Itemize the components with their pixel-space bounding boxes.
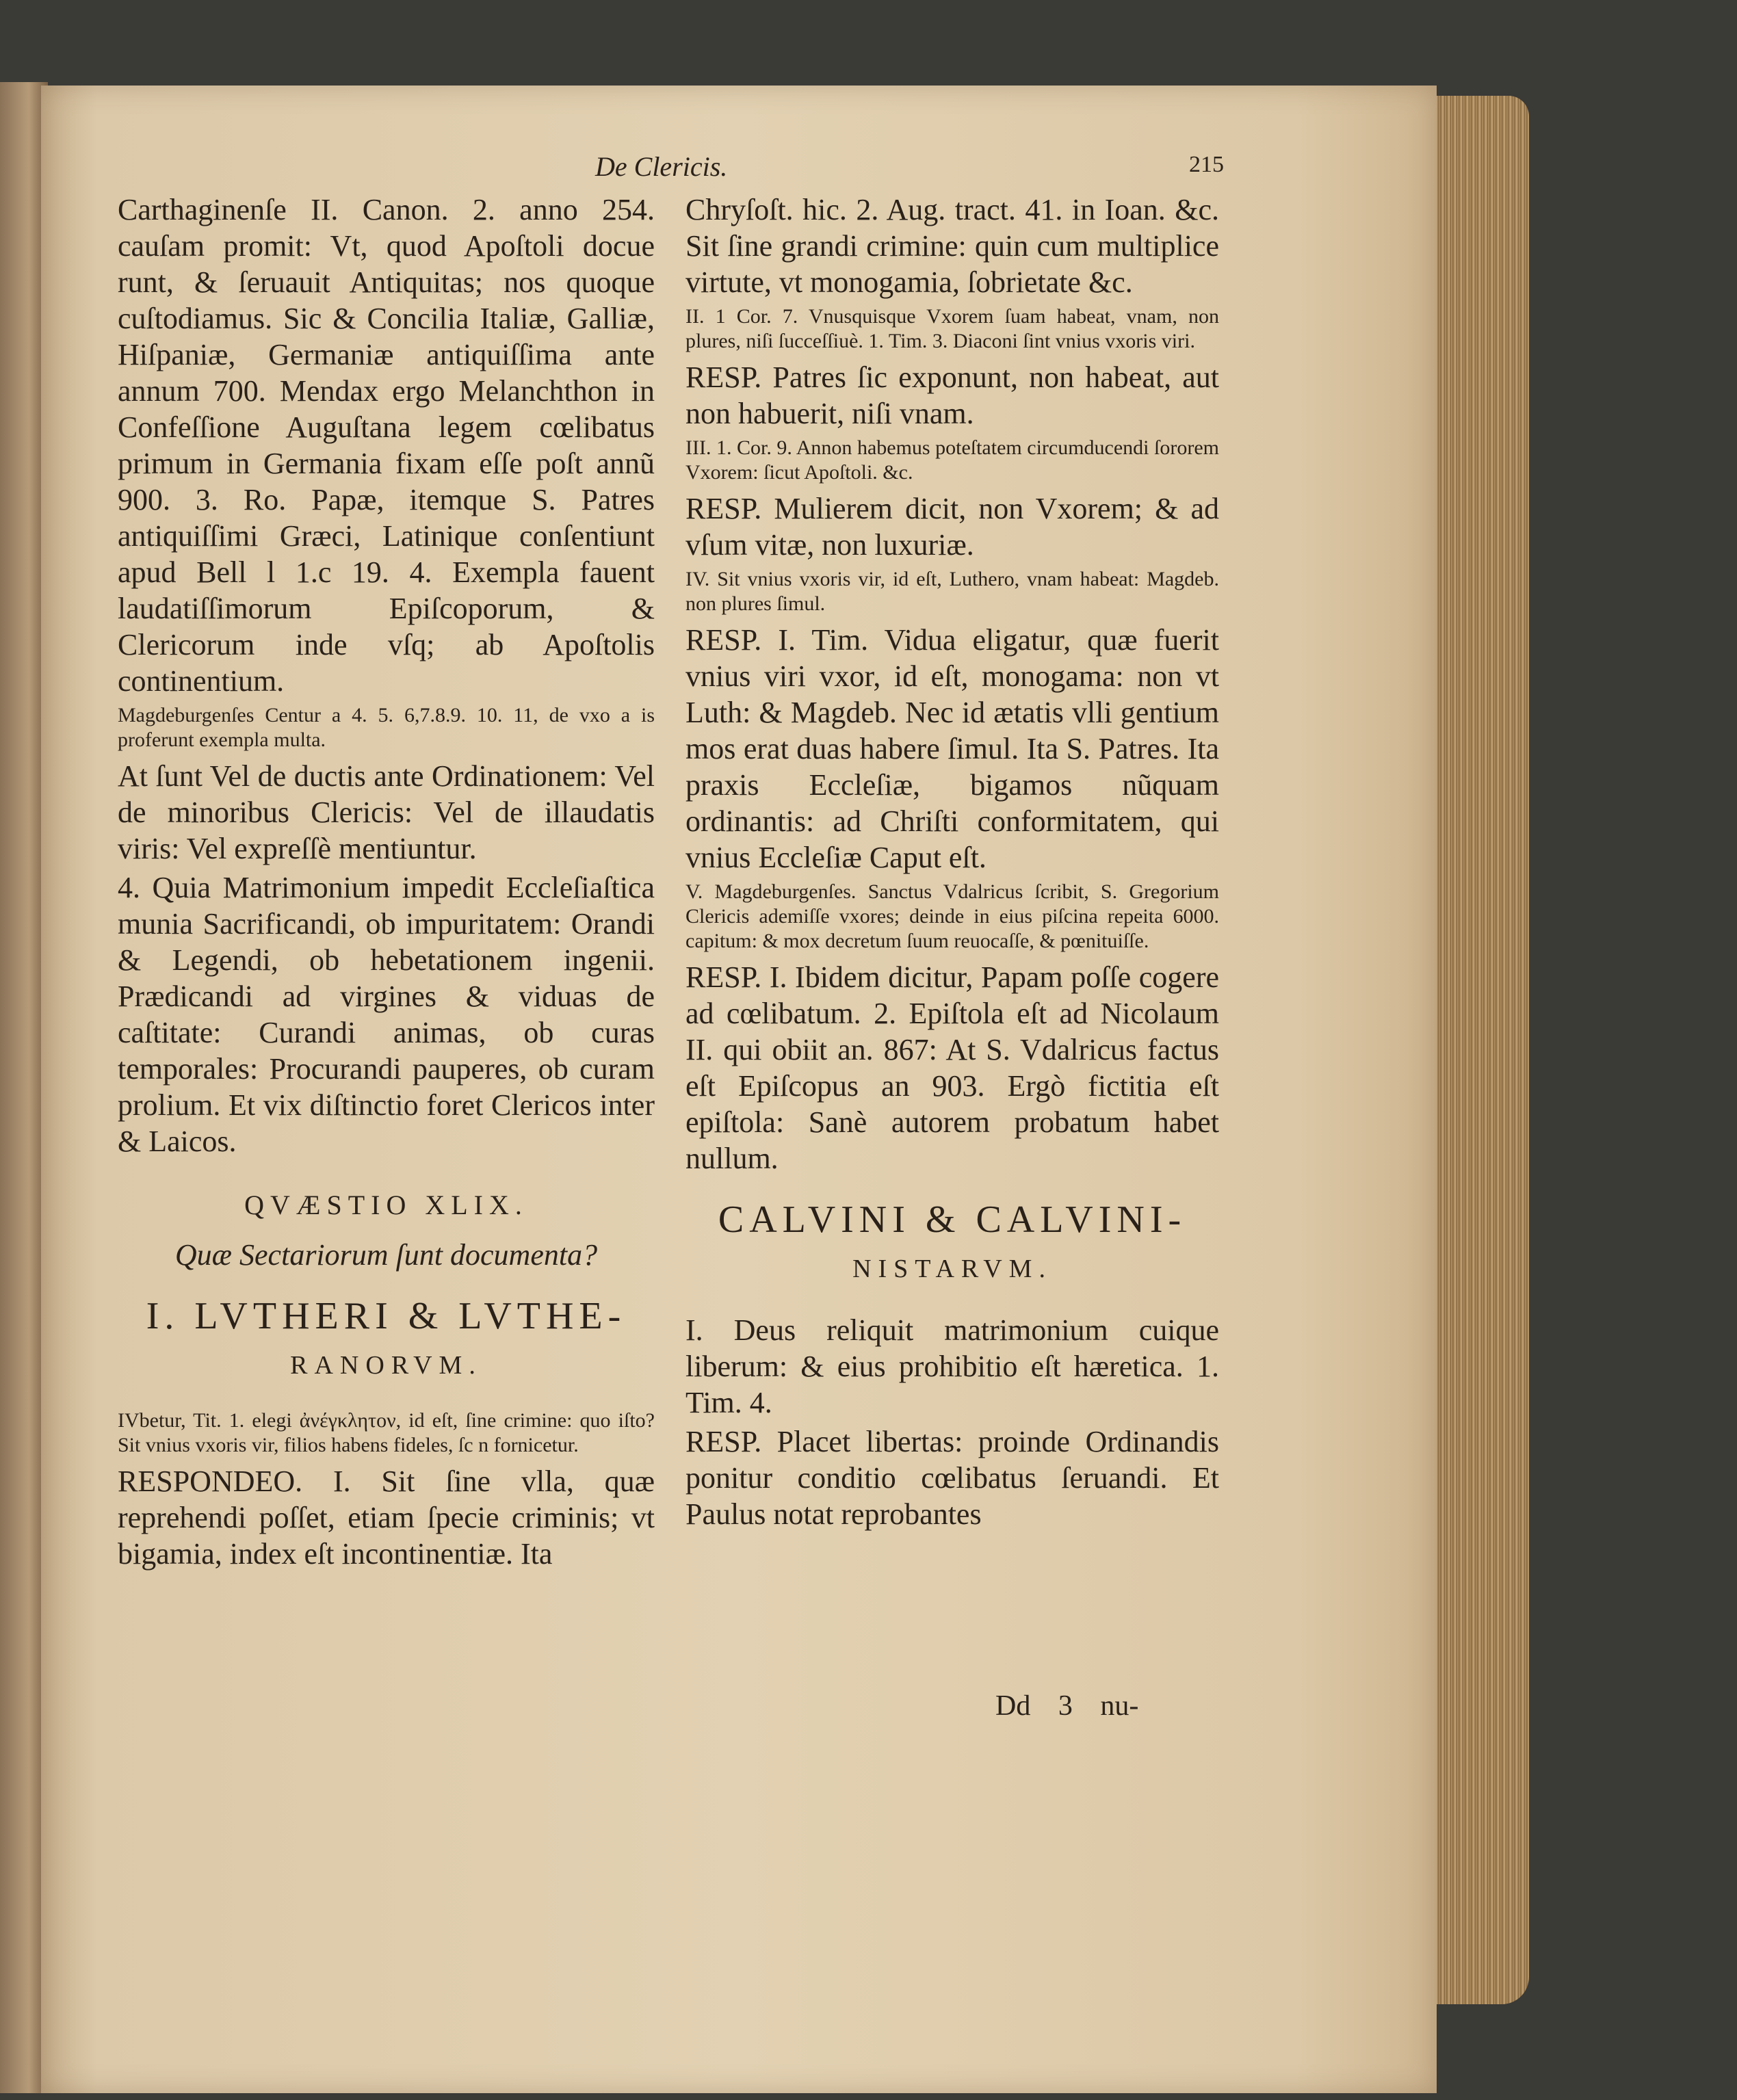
paragraph-carthage: Carthaginenſe II. Canon. 2. anno 254. cauſam promit: Vt, quod Apoſtoli docue runt, & ſeruauit Antiquitas; nos quoque cuſtodiamus. Sic & Concilia Italiæ, Galliæ, Hiſpaniæ, Germaniæ antiquiſſima ante annum 700. Mendax ergo Melanchthon in Confeſſione Auguſtana legem cœlibatus primum in Germania fixam eſſe poſt annũ 900. 3. Ro. Papæ, itemque S. Patres antiquiſſimi Græci, Latinique conſentiunt apud Bell l 1.c 19. 4. Exempla fauent laudatiſſimorum Epiſcoporum, & Clericorum inde vſq; ab Apoſtolis continentium. [118,193,655,698]
catchword: nu- [1100,1690,1139,1722]
note-magdeburg: Magdeburgenſes Centur a 4. 5. 6,7.8.9. 10. 11, de vxo a is proferunt exempla multa. [118,704,655,751]
note-iubetur: IVbetur, Tit. 1. elegi ἀνέγκλητον, id eſt, ſine crimine: quo iſto? Sit vnius vxoris vir, filios habens fideles, ſc n fornicetur. [118,1409,655,1456]
quaestio-heading: QVÆSTIO XLIX. [244,1190,528,1220]
resp-III: RESP. Mulierem dicit, non Vxorem; & ad vſum vitæ, non luxuriæ. [685,492,1219,562]
note-V: V. Magdeburgenſes. Sanctus Vdalricus ſcribit, S. Gregorium Clericis ademiſſe vxores; deinde in eius piſcina repeita 6000. capitum: & mox decretum ſuum reuocaſſe, & pœnituiſſe. [685,880,1219,952]
section-title-lutheri-line1: I. LVTHERI & LVTHE- [146,1295,627,1337]
section-title-lutheri [118,1294,655,1388]
quaestio-subheading: Quæ Sectariorum ſunt documenta? [174,1238,598,1272]
section-title-calvini-line2: NISTARVM. [852,1255,1052,1283]
paragraph-at-sunt: At ſunt Vel de ductis ante Ordinationem: Vel de minoribus Clericis: Vel de illaudatis viris: Vel expreſſè mentiuntur. [118,759,655,865]
footer [995,1690,1138,1722]
page-fore-edge [1426,96,1529,2004]
resp-V: RESP. I. Ibidem dicitur, Papam poſſe cogere ad cœlibatum. 2. Epiſtola eſt ad Nicolaum II. qui obiit an. 867: At S. Vdalricus factus eſt Epiſcopus an 903. Ergò fictitia eſt epiſtola: Sanè autorem probatum habet nullum. [685,960,1219,1175]
resp-II: RESP. Patres ſic exponunt, non habeat, aut non habuerit, niſi vnam. [685,360,1219,430]
section-title-calvini [685,1197,1219,1291]
paragraph-chrysost: Chryſoſt. hic. 2. Aug. tract. 41. in Ioan. &c. Sit ſine grandi crimine: quin cum multiplice virtute, vt monogamia, ſobrietate &c. [685,193,1219,299]
left-column [118,192,655,1575]
signature-mark: Dd 3 [995,1690,1073,1722]
paragraph-respondeo: RESPONDEO. I. Sit ſine vlla, quæ reprehendi poſſet, etiam ſpecie criminis; vt bigamia, index eſt incontinentiæ. Ita [118,1465,655,1571]
paragraph-I-calvin: I. Deus reliquit matrimonium cuique liberum: & eius prohibitio eſt hæretica. 1. Tim. 4. [685,1313,1219,1419]
page-number: 215 [1189,152,1224,177]
resp-I-calvin: RESP. Placet libertas: proinde Ordinandis ponitur conditio cœlibatus ſeruandi. Et Paulus notat reprobantes [685,1425,1219,1531]
right-column [685,192,1219,1535]
note-II: II. 1 Cor. 7. Vnusquisque Vxorem ſuam habeat, vnam, non plures, niſi ſucceſſiuè. 1. Tim. 3. Diaconi ſint vnius vxoris viri. [685,305,1219,352]
note-III: III. 1. Cor. 9. Annon habemus poteſtatem circumducendi ſororem Vxorem: ſicut Apoſtoli. &c. [685,436,1219,484]
note-IV: IV. Sit vnius vxoris vir, id eſt, Luthero, vnam habeat: Magdeb. non plures ſimul. [685,568,1219,615]
section-title-calvini-line1: CALVINI & CALVINI- [718,1198,1187,1241]
section-title-lutheri-line2: RANORVM. [290,1351,482,1380]
resp-IV: RESP. I. Tim. Vidua eligatur, quæ fuerit vnius viri vxor, id eſt, monogama: non vt Luth: & Magdeb. Nec id ætatis vlli gentium mos erat duas habere ſimul. Ita S. Patres. Ita praxis Eccleſiæ, bigamos nũquam ordinantis: ad Chriſti conformitatem, qui vnius Eccleſiæ Caput eſt. [685,623,1219,874]
paragraph-4: 4. Quia Matrimonium impedit Eccleſiaſtica munia Sacrificandi, ob impuritatem: Orandi & Legendi, ob hebetationem ingenii. Prædicandi ad virgines & viduas de caſtitate: Curandi animas, ob curas temporales: Procurandi pauperes, ob curam prolium. Et vix diſtinctio foret Clericos inter & Laicos. [118,871,655,1158]
running-header: De Clericis. [595,151,728,182]
